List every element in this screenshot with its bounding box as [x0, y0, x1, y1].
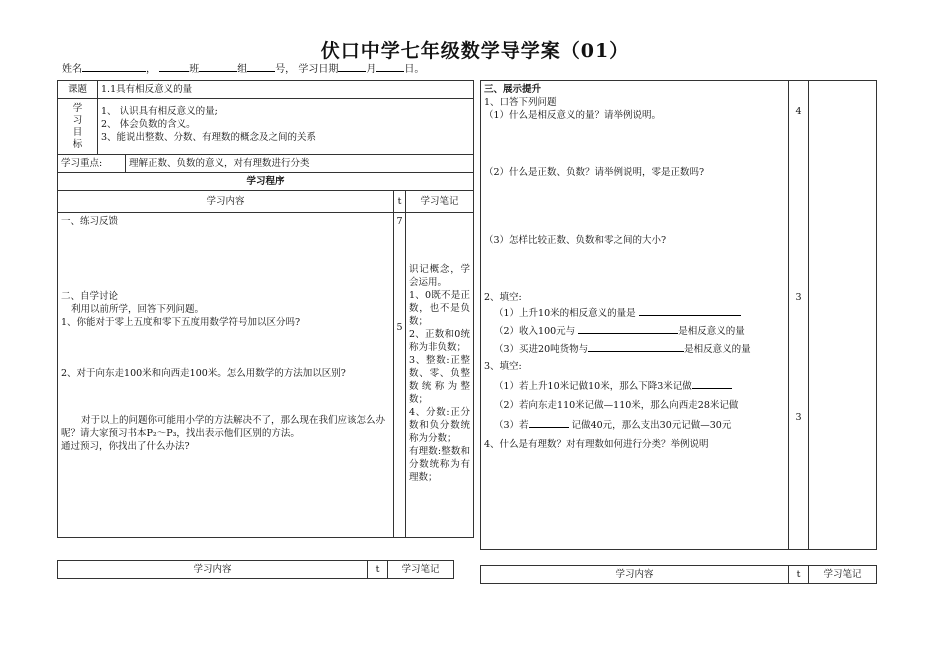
oral-heading: 1、口答下列问题: [484, 97, 557, 108]
goals-label-char: 目: [72, 126, 83, 138]
oral-question-1: （1）什么是相反意义的量？请举例说明。: [484, 110, 662, 121]
fill-item-2-text: （2）收入100元与: [494, 326, 576, 337]
fill-item-3: [484, 342, 785, 356]
preview-question: 通过预习，你找出了什么办法?: [61, 441, 190, 452]
time-value: 7: [396, 216, 403, 227]
fill-item-2-suffix: 是相反意义的量: [678, 326, 745, 337]
fill2-item-2: [484, 399, 785, 412]
fill-blank[interactable]: [578, 324, 678, 334]
procedure-heading: 学习程序: [58, 173, 474, 191]
focus-label: 学习重点:: [58, 155, 126, 173]
goal-item: 1、 认识具有相反意义的量;: [101, 106, 218, 117]
time-value: 4: [795, 106, 802, 117]
fill2-heading: 3、填空:: [484, 361, 522, 372]
fill2-item-1-text: （1）若上升10米记做10米，那么下降3米记做: [494, 381, 692, 392]
right-footer-table: [480, 565, 877, 584]
fill-blank[interactable]: [639, 306, 741, 316]
content-cell: [58, 213, 394, 538]
class-blank[interactable]: [159, 61, 189, 72]
date-label: 学习日期: [298, 64, 339, 75]
month-label: 月: [366, 64, 377, 75]
fill-item-3-text: （3）买进20吨货物与: [494, 344, 589, 355]
section-practice-feedback: 一、练习反馈: [61, 216, 119, 227]
topic-label: 课题: [58, 81, 98, 99]
month-blank[interactable]: [338, 61, 366, 72]
fill2-item-3: [484, 418, 785, 432]
group-blank[interactable]: [199, 61, 237, 72]
oral-question-3: （3）怎样比较正数、负数和零之间的大小?: [484, 235, 667, 246]
goals-label-char: 标: [72, 138, 83, 150]
note-item: 有理数:整数和分数统称为有理数；: [409, 446, 471, 483]
fill2-item-1: [484, 379, 785, 393]
number-blank[interactable]: [247, 61, 275, 72]
fill-item-1: [484, 306, 785, 320]
fill-item-2: [484, 324, 785, 338]
question-2: 2、对于向东走100米和向西走100米。怎么用数学的方法加以区别?: [61, 368, 346, 379]
oral-question-2: （2）什么是正数、负数？请举例说明，零是正数吗?: [484, 167, 705, 178]
goal-item: 3、能说出整数、分数、有理数的概念及之间的关系: [101, 132, 317, 143]
fill-heading: 2、填空:: [484, 292, 522, 303]
name-blank[interactable]: [82, 61, 146, 72]
student-info-line: [62, 60, 424, 75]
self-study-intro: 利用以前所学，回答下列问题。: [71, 304, 205, 315]
name-label: 姓名: [62, 64, 82, 75]
goals-label: [58, 99, 98, 155]
question-1: 1、你能对于零上五度和零下五度用数学符号加以区分吗?: [61, 317, 301, 328]
note-item: 3、整数:正整数、零、负整数统称为整数；: [409, 355, 471, 405]
fill2-item-3-suffix: 记做40元，那么支出30元记做—30元: [571, 420, 732, 431]
footer-content-header: 学习内容: [481, 566, 789, 584]
col-notes-header: 学习笔记: [406, 191, 474, 213]
page-title: 伏口中学七年级数学导学案（01）: [320, 40, 630, 62]
note-item: 4、分数:正分数和负分数统称为分数；: [409, 407, 471, 444]
fill2-item-3-text: （3）若: [494, 420, 529, 431]
left-worksheet-table: [57, 80, 474, 538]
fill2-item-2-text: （2）若向东走110米记做—110米，那么向西走28米记做: [494, 400, 739, 411]
time-value: 3: [795, 292, 802, 303]
topic-value: 1.1具有相反意义的量: [98, 81, 474, 99]
footer-notes-header: 学习笔记: [388, 561, 454, 579]
day-label: 日。: [404, 64, 425, 75]
fill-blank[interactable]: [692, 379, 732, 389]
number-label: 号，: [275, 64, 296, 75]
fill-blank[interactable]: [529, 418, 569, 428]
right-worksheet-table: [480, 80, 877, 550]
goals-list: [98, 99, 474, 155]
preview-paragraph: 对于以上的问题你可能用小学的方法解决不了，那么现在我们应该怎么办呢？请大家预习书本P₂～P₃，找出表示他们区别的方法。: [61, 415, 386, 439]
footer-content-header: 学习内容: [58, 561, 368, 579]
fill-blank[interactable]: [588, 342, 684, 352]
note-item: 2、正数和0统称为非负数；: [409, 329, 471, 353]
notes-cell: [406, 213, 474, 538]
left-footer-table: [57, 560, 454, 579]
section-showcase: 三、展示提升: [484, 84, 542, 95]
section-self-study: 二、自学讨论: [61, 291, 119, 302]
right-time-cell: [789, 81, 809, 550]
note-item: 识记概念，学会运用。: [409, 264, 471, 288]
question-4: 4、什么是有理数？对有理数如何进行分类？举例说明: [484, 439, 709, 450]
note-item: 1、0既不是正数，也不是负数；: [409, 290, 471, 327]
comma: ，: [146, 64, 156, 75]
day-blank[interactable]: [376, 61, 404, 72]
footer-t-header: t: [368, 561, 388, 579]
goal-item: 2、 体会负数的含义。: [101, 119, 196, 130]
goals-label-char: 习: [72, 114, 83, 126]
class-label: 班: [189, 64, 200, 75]
time-value: 5: [396, 322, 403, 333]
time-cell: [394, 213, 406, 538]
right-notes-cell: [809, 81, 877, 550]
fill-item-1-text: （1）上升10米的相反意义的量是: [494, 308, 636, 319]
col-content-header: 学习内容: [58, 191, 394, 213]
focus-value: 理解正数、负数的意义，对有理数进行分类: [126, 155, 474, 173]
col-t-header: t: [394, 191, 406, 213]
group-label: 组: [237, 64, 248, 75]
goals-label-char: 学: [72, 102, 83, 114]
time-value: 3: [795, 412, 802, 423]
footer-notes-header: 学习笔记: [809, 566, 877, 584]
fill-item-3-suffix: 是相反意义的量: [684, 344, 751, 355]
showcase-content-cell: [481, 81, 789, 550]
footer-t-header: t: [789, 566, 809, 584]
